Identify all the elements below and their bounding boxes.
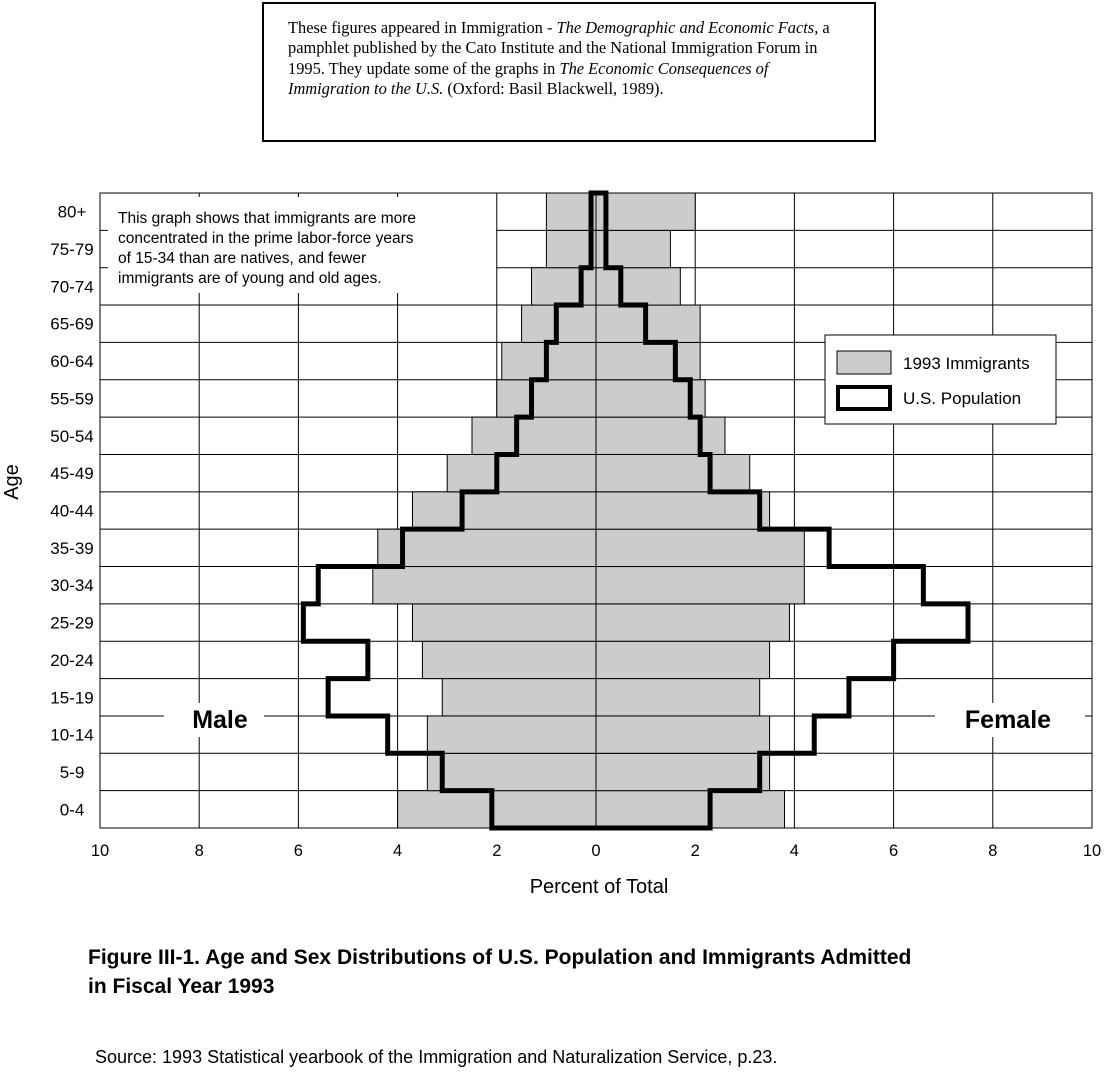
legend [825,335,1056,424]
bar-male-20-24 [422,641,596,678]
female-label: Female [964,706,1052,734]
y-tick-45-49: 45-49 [50,464,94,484]
y-tick-labels [50,203,93,820]
figure-caption [88,943,1103,1001]
y-axis-title: Age [1,464,23,500]
annotation-line-1: This graph shows that immigrants are more [118,210,417,227]
x-tick-2: 6 [293,842,303,860]
note-text-3: (Oxford: Basil Blackwell, 1989). [443,78,664,98]
bar-male-30-34 [373,567,596,604]
x-tick-1: 8 [194,842,204,860]
bar-male-55-59 [497,380,596,417]
y-tick-40-44: 40-44 [50,501,94,521]
annotation-line-4: immigrants are of young and old ages. [118,270,382,287]
x-tick-7: 4 [789,842,799,860]
bar-male-35-39 [378,529,596,566]
legend-swatch-immigrants [837,351,891,374]
y-tick-80+: 80+ [57,202,87,222]
note-title-1: The Demographic and Economic Facts [556,18,815,37]
annotation-line-2: concentrated in the prime labor-force years [118,230,414,247]
y-tick-35-39: 35-39 [50,538,94,558]
source-citation: Source: 1993 Statistical yearbook of the Immigration and Naturalization Service, p.23. [95,1047,778,1067]
x-tick-labels [91,842,1101,860]
bar-male-0-4 [398,791,596,828]
y-tick-30-34: 30-34 [50,576,94,596]
y-tick-15-19: 15-19 [50,688,94,708]
bar-male-10-14 [427,716,596,753]
bar-female-20-24 [596,641,770,678]
male-label: Male [192,706,248,734]
x-tick-5: 0 [591,842,601,860]
bar-female-5-9 [596,753,770,790]
y-tick-65-69: 65-69 [50,314,94,334]
annotation [108,197,496,293]
y-tick-10-14: 10-14 [50,725,94,745]
y-tick-75-79: 75-79 [50,240,94,260]
bar-male-25-29 [412,604,596,641]
bar-female-60-64 [596,342,700,379]
side-label-male [164,703,264,737]
x-tick-8: 6 [889,842,899,860]
bar-male-70-74 [532,268,596,305]
bar-male-45-49 [447,454,596,491]
y-tick-20-24: 20-24 [50,650,94,670]
x-tick-10: 10 [1082,842,1102,860]
note-text-1: These figures appeared in Immigration - [288,18,557,37]
y-tick-5-9: 5-9 [59,762,85,782]
caption-line-2: in Fiscal Year 1993 [88,975,275,998]
x-tick-3: 4 [393,842,403,860]
y-tick-25-29: 25-29 [50,613,94,633]
annotation-line-3: of 15-34 than are natives, and fewer [118,250,367,267]
x-tick-0: 10 [90,842,110,860]
bar-female-80+ [596,193,695,230]
y-tick-55-59: 55-59 [50,389,94,409]
legend-label-population: U.S. Population [903,389,1022,408]
note-title-2: The Economic Consequences of Immigration to the U.S. [288,58,769,98]
bar-male-40-44 [412,492,596,529]
bar-female-30-34 [596,567,804,604]
bar-female-35-39 [596,529,804,566]
caption-line-1: Figure III-1. Age and Sex Distributions of U.S. Population and Immigrants Admitted [88,946,912,969]
x-tick-9: 8 [988,842,998,860]
legend-label-immigrants: 1993 Immigrants [903,354,1030,373]
bar-female-70-74 [596,268,680,305]
side-label-female [935,703,1085,737]
bar-female-40-44 [596,492,770,529]
bar-female-45-49 [596,454,750,491]
y-tick-0-4: 0-4 [59,800,85,820]
x-axis-title: Percent of Total [529,876,669,898]
bar-male-5-9 [427,753,596,790]
bar-male-50-54 [472,417,596,454]
y-tick-70-74: 70-74 [50,277,94,297]
note-text-2: , a pamphlet published by the Cato Institute and the National Immigration Forum in 1995. They update some of the graphs in [288,18,830,78]
y-tick-60-64: 60-64 [50,352,94,372]
x-tick-4: 2 [492,842,502,860]
y-tick-50-54: 50-54 [50,426,94,446]
bar-male-15-19 [442,679,596,716]
bar-female-25-29 [596,604,789,641]
bar-female-15-19 [596,679,760,716]
bar-female-0-4 [596,791,784,828]
x-tick-6: 2 [690,842,700,860]
bar-female-10-14 [596,716,770,753]
bar-female-50-54 [596,417,725,454]
